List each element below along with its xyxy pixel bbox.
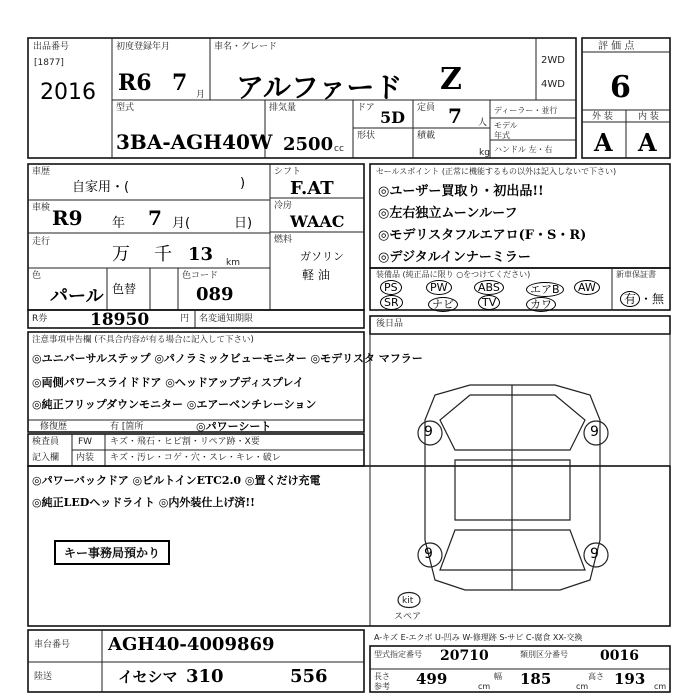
shift-label: シフト: [274, 167, 302, 177]
repair-value: ◎パワーシート: [196, 420, 272, 433]
int-label: 内 装: [638, 112, 659, 122]
color-label: 色: [32, 271, 42, 281]
fuel-label: 燃料: [274, 235, 293, 245]
lot-sub: [1877]: [34, 58, 64, 68]
extra-line-2: ◎純正LEDヘッドライト ◎内外装仕上げ済!!: [32, 496, 256, 509]
vin: AGH40-4009869: [108, 634, 275, 655]
dim-val-1: 20710: [440, 648, 489, 664]
equip-aw: AW: [574, 281, 600, 294]
disp-unit: cc: [334, 144, 344, 154]
place: イセシマ: [118, 668, 178, 686]
place-label: 陸送: [34, 672, 53, 682]
equip-leather: カワ: [526, 296, 556, 312]
first-reg-label: 初度登録年月: [116, 42, 171, 52]
dealer-label: ディーラー・並行: [494, 106, 558, 115]
color-code: 089: [196, 284, 234, 305]
disp-label: 排気量: [269, 103, 297, 113]
warranty-label: 新車保証書: [616, 270, 656, 279]
displacement: 2500: [283, 134, 334, 155]
hgt-val: 193: [614, 670, 646, 688]
damage-legend: A-キズ E-エクボ U-凹み W-修理跡 S-サビ C-腐食 XX-交換: [374, 633, 583, 642]
equipment-label: 装備品 (純正品に限り ○をつけてください): [376, 270, 531, 279]
len-val: 499: [416, 670, 448, 688]
model-label: 型式: [116, 103, 135, 113]
place-num-2: 556: [290, 666, 328, 687]
mileage-unit: km: [226, 258, 240, 268]
drive-2wd: 2WD: [541, 55, 565, 66]
fuel-alt: 軽 油: [302, 268, 330, 282]
first-reg-month: 7: [172, 70, 188, 96]
note-line-1: ◎ユニバーサルステップ ◎パノラミックビューモニター ◎モデリスタ マフラー: [32, 352, 423, 365]
hgt-label: 高さ: [588, 672, 604, 681]
dim-label-2: 類別区分番号: [520, 650, 568, 659]
history-value: 自家用・(: [72, 180, 130, 195]
trim-label: 色替: [112, 282, 137, 296]
ext-label: 外 装: [592, 112, 613, 122]
lot-label: 出品番号: [33, 42, 70, 52]
fw-label: FW: [78, 437, 93, 447]
inspection-month: 7: [148, 206, 162, 230]
after-label: 後日品: [376, 319, 404, 329]
first-reg-unit: 月: [196, 90, 206, 100]
equip-sr: SR: [380, 296, 403, 309]
selling-point-3: ◎モデリスタフルエアロ(F・S・R): [378, 228, 587, 243]
nameplate-label: 名変通知期限: [199, 314, 254, 324]
cap-label: 定員: [417, 103, 436, 113]
spare-label: スペア: [394, 612, 422, 622]
score: 6: [610, 70, 631, 105]
inspection-month-unit: 月(: [172, 216, 191, 231]
history-close: ): [240, 176, 246, 191]
inspector-label-1: 検査員: [32, 437, 60, 447]
car-diagram: [398, 385, 608, 608]
mileage-man: 万: [112, 244, 130, 265]
capacity: 7: [448, 104, 462, 128]
place-num: 310: [186, 666, 224, 687]
grade: Z: [440, 62, 462, 97]
mileage-value: 13: [188, 244, 214, 265]
handle-label: ハンドル 左・右: [494, 145, 553, 154]
selling-point-4: ◎デジタルインナーミラー: [378, 250, 531, 265]
shift-value: F.AT: [290, 178, 334, 199]
extra-line-1: ◎パワーバックドア ◎ビルトインETC2.0 ◎置くだけ充電: [32, 474, 321, 487]
fw-text: キズ・飛石・ヒビ割・リペア跡・X要: [110, 437, 260, 447]
ac-value: WAAC: [290, 212, 345, 231]
hgt-unit: cm: [654, 682, 667, 691]
equip-navi: ナビ: [428, 296, 458, 312]
selling-points-label: セールスポイント (正常に機能するもの以外は記入しないで下さい): [376, 167, 617, 176]
tire-mark-rl: 9: [424, 546, 433, 562]
int-inspect-label: 内装: [76, 453, 95, 463]
inspection-year-unit: 年: [112, 216, 126, 231]
color-code-label: 色コード: [182, 271, 219, 281]
model: 3BA-AGH40W: [116, 130, 273, 154]
mileage-label: 走行: [32, 237, 51, 247]
load-unit: kg: [479, 148, 490, 158]
lot-number: 2016: [40, 80, 96, 105]
ext-score: A: [594, 128, 613, 157]
ac-label: 冷房: [274, 201, 293, 211]
equip-tv: TV: [478, 296, 500, 309]
load-label: 積載: [417, 131, 436, 141]
len-unit: cm: [478, 682, 491, 691]
cap-unit: 人: [478, 118, 488, 128]
recycle-label: R券: [32, 314, 48, 324]
equip-airbag: エアB: [526, 281, 564, 297]
inspection-label: 車検: [32, 203, 51, 213]
dim-label-1: 型式指定番号: [374, 650, 422, 659]
model-year-label: モデル 年式: [494, 121, 518, 140]
history-label: 車歴: [32, 167, 51, 177]
car-name-label: 車名・グレード: [214, 42, 278, 52]
car-name: アルファード: [236, 71, 403, 104]
inspector-label-2: 記入欄: [32, 453, 60, 463]
warranty-value: 有 ・無: [620, 290, 664, 307]
tire-mark-rr: 9: [590, 546, 599, 562]
score-label: 評 価 点: [598, 41, 635, 52]
note-line-2: ◎両側パワースライドドア ◎ヘッドアップディスプレイ: [32, 376, 304, 389]
repair-text: 有 [箇所: [110, 422, 144, 432]
fuel-value: ガソリン: [300, 250, 344, 263]
kit-label: kit: [402, 596, 414, 606]
door-label: ドア: [357, 103, 375, 113]
wid-label: 幅: [494, 672, 502, 681]
tire-mark-fl: 9: [424, 424, 433, 440]
vin-label: 車台番号: [34, 640, 71, 650]
wid-val: 185: [520, 670, 552, 688]
ref-label: 参考: [374, 682, 390, 691]
selling-point-2: ◎左右独立ムーンルーフ: [378, 206, 518, 221]
inspection-era: R9: [52, 206, 83, 230]
drive-4wd: 4WD: [541, 79, 565, 90]
wid-unit: cm: [576, 682, 589, 691]
repair-label: 修復歴: [40, 422, 68, 432]
recycle-value: 18950: [90, 310, 150, 330]
first-reg-year: R6: [118, 70, 152, 96]
mileage-sen: 千: [154, 244, 172, 265]
note-line-3: ◎純正フリップダウンモニター ◎エアーベンチレーション: [32, 398, 317, 411]
len-label: 長さ: [374, 672, 390, 681]
recycle-unit: 円: [180, 314, 190, 324]
equip-pw: PW: [426, 281, 452, 294]
key-note: キー事務局預かり: [54, 540, 170, 565]
shape-label: 形状: [357, 131, 376, 141]
int-score: A: [638, 128, 657, 157]
equip-ps: PS: [380, 281, 402, 294]
notes-label: 注意事項申告欄 (不具合内容が有る場合に記入して下さい): [32, 335, 254, 345]
equip-abs: ABS: [474, 281, 504, 294]
color-value: パール: [50, 286, 104, 307]
inspection-day-unit: 日): [234, 216, 253, 231]
door: 5D: [380, 108, 406, 127]
int-inspect-text: キズ・汚レ・コゲ・穴・スレ・キレ・破レ: [110, 453, 281, 463]
selling-point-1: ◎ユーザー買取り・初出品!!: [378, 184, 544, 199]
dim-val-2: 0016: [600, 648, 639, 664]
tire-mark-fr: 9: [590, 424, 599, 440]
